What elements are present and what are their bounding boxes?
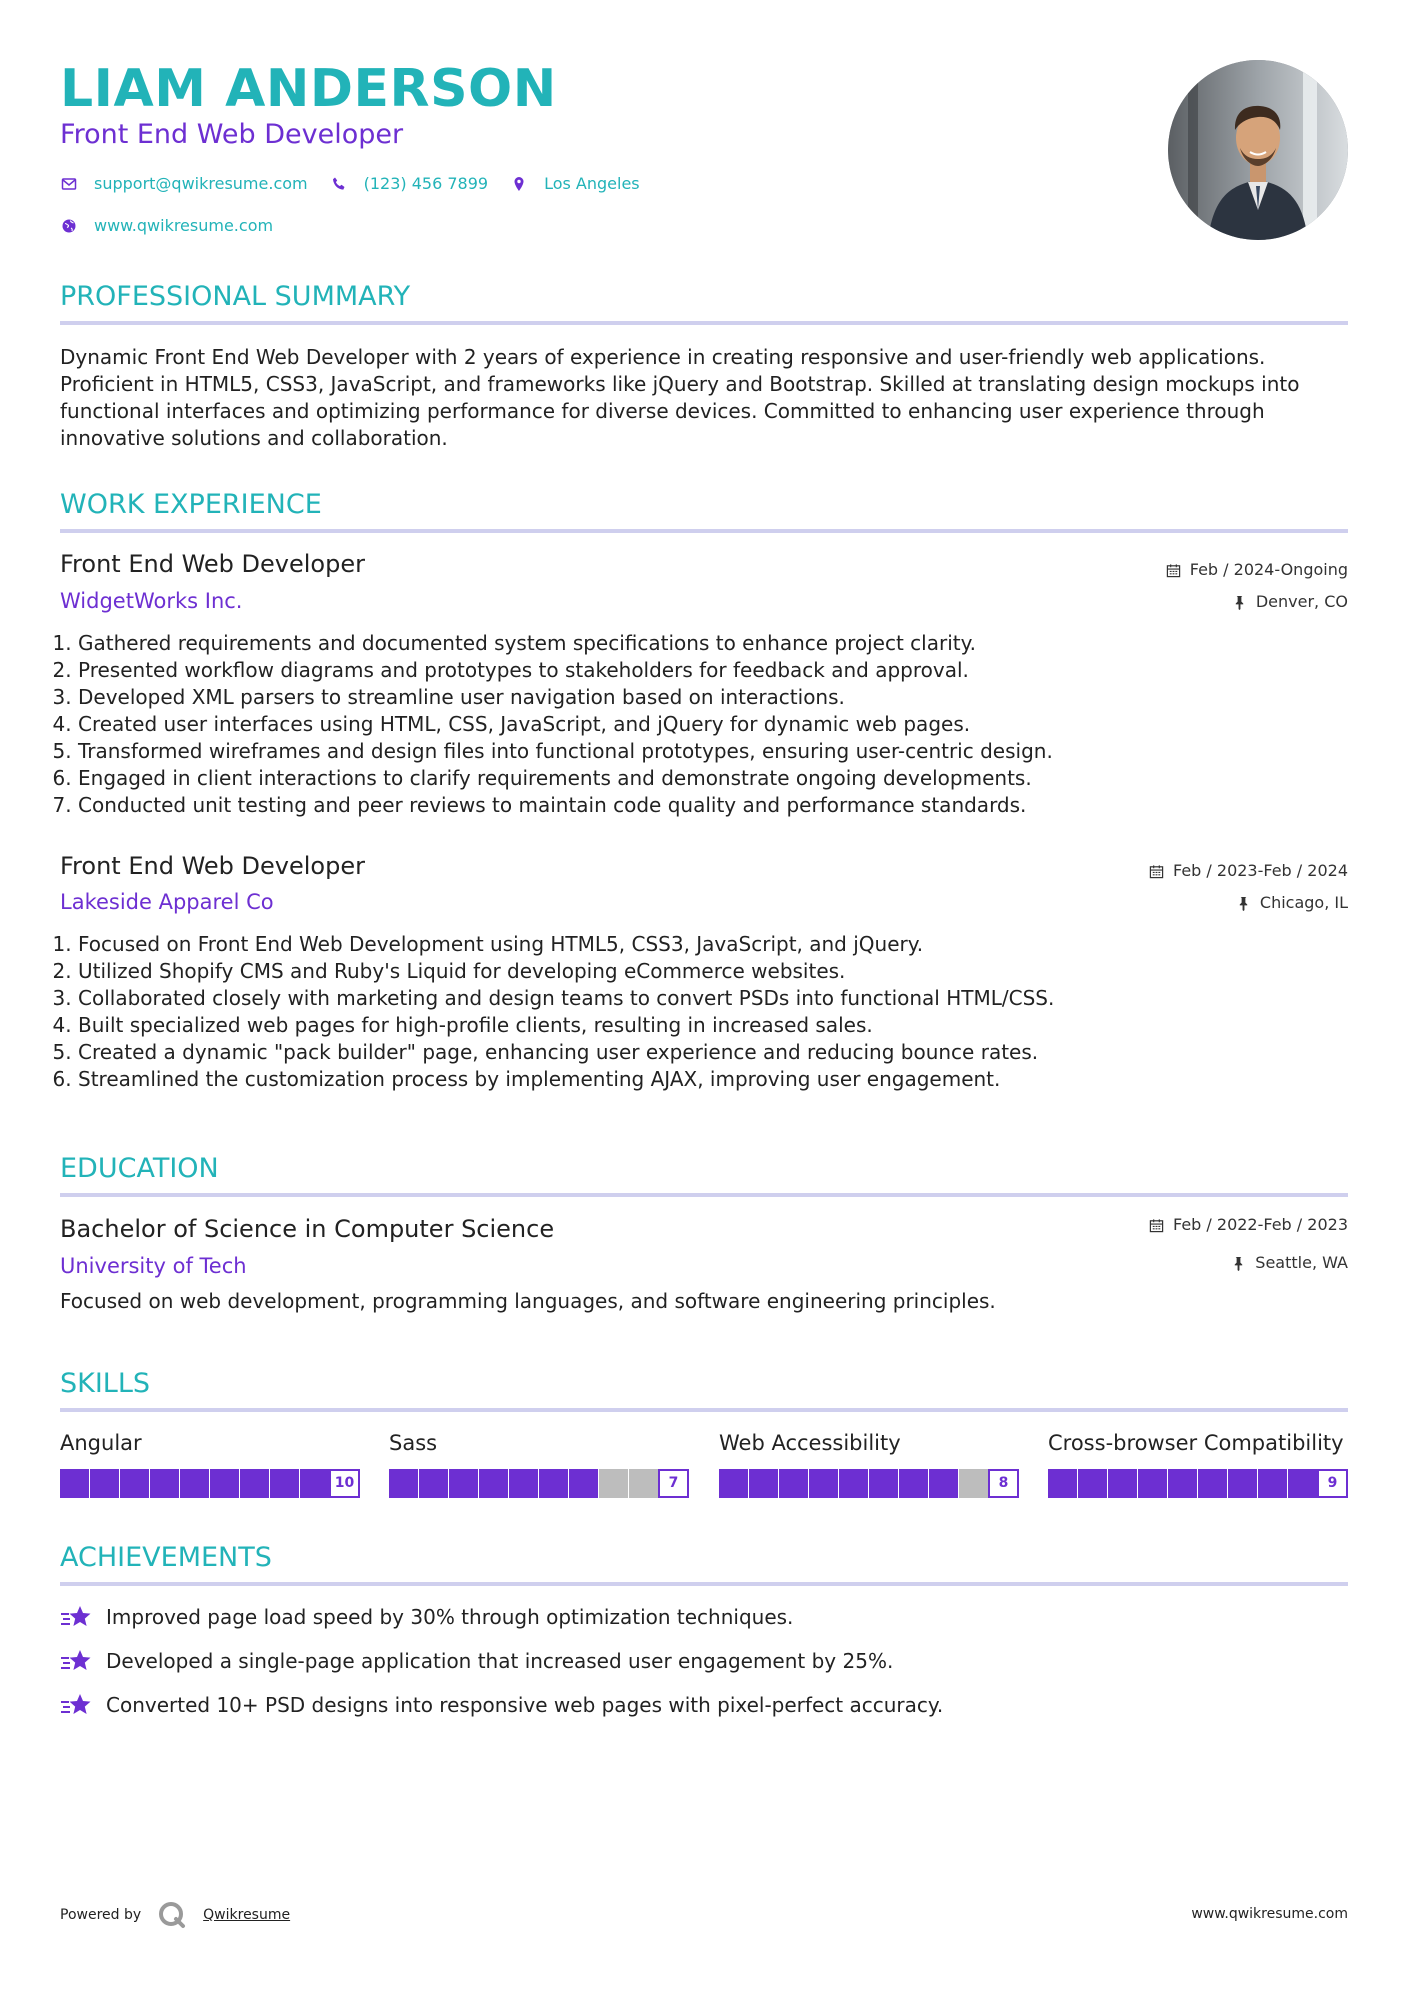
skill-bar-segment <box>1198 1469 1227 1498</box>
summary-text: Dynamic Front End Web Developer with 2 years of experience in creating responsive and user-friendly web applications. Proficient in HTML5, CSS3, JavaScript, and frameworks like jQuery and Bootstrap. Skilled at translating design mockups into functional interfaces and optimizing performance for diverse devices. Committed to enhancing user experience through innovative solutions and collaboration. <box>60 345 1300 450</box>
skill-angular <box>60 1429 360 1498</box>
achievement-text: Developed a single-page application that increased user engagement by 25%. <box>106 1649 894 1673</box>
powered-by-text: Powered by <box>60 1907 142 1923</box>
job-2-bullets <box>60 931 1348 1093</box>
skill-bar-segment <box>929 1469 958 1498</box>
job-1-company: WidgetWorks Inc. <box>60 589 243 613</box>
list-item: 3. Collaborated closely with marketing and design teams to convert PSDs into functional HTML/CSS. <box>78 985 1348 1012</box>
education-description: Focused on web development, programming languages, and software engineering principles. <box>60 1289 996 1313</box>
list-item: 7. Conducted unit testing and peer reviews to maintain code quality and performance standards. <box>78 792 1348 819</box>
achievements-divider <box>60 1582 1348 1586</box>
list-item: 6. Streamlined the customization process by implementing AJAX, improving user engagement. <box>78 1066 1348 1093</box>
achievement-text: Improved page load speed by 30% through optimization techniques. <box>106 1605 794 1629</box>
skill-sass <box>389 1429 689 1498</box>
shooting-star-icon <box>60 1649 94 1675</box>
skill-bar-segment <box>150 1469 179 1498</box>
skill-bar-segment <box>389 1469 418 1498</box>
list-item: 6. Engaged in client interactions to clarify requirements and demonstrate ongoing developments. <box>78 765 1348 792</box>
skill-level-badge: 9 <box>1317 1469 1348 1498</box>
skill-bar-segment <box>1078 1469 1107 1498</box>
skill-bar-segment <box>719 1469 748 1498</box>
footer-powered-by <box>60 1900 290 1930</box>
contact-info <box>60 172 662 256</box>
phone-item[interactable] <box>330 172 488 196</box>
summary-heading: PROFESSIONAL SUMMARY <box>60 281 411 312</box>
phone-icon <box>330 175 348 193</box>
experience-divider <box>60 529 1348 533</box>
job-1-location <box>1232 591 1348 613</box>
skill-bar <box>719 1469 1019 1498</box>
job-2-date-text: Feb / 2023-Feb / 2024 <box>1173 861 1348 880</box>
skill-bar-segment <box>449 1469 478 1498</box>
list-item: 1. Gathered requirements and documented system specifications to enhance project clarity. <box>78 630 1348 657</box>
skill-bar-segment <box>180 1469 209 1498</box>
shooting-star-icon <box>60 1693 94 1719</box>
achievement-item <box>60 1604 793 1631</box>
skill-bar-segment <box>1168 1469 1197 1498</box>
calendar-icon <box>1149 864 1164 879</box>
pushpin-icon <box>1231 1256 1246 1271</box>
skill-name: Web Accessibility <box>719 1431 901 1455</box>
globe-icon <box>60 217 78 235</box>
location-text: Los Angeles <box>544 174 640 193</box>
skill-web-accessibility <box>719 1429 1019 1498</box>
skill-bar-segment <box>1108 1469 1137 1498</box>
achievement-item <box>60 1692 943 1719</box>
qwikresume-link[interactable]: Qwikresume <box>203 1907 291 1923</box>
education-school: University of Tech <box>60 1254 247 1278</box>
education-location-text: Seattle, WA <box>1255 1253 1348 1272</box>
skill-bar-segment <box>779 1469 808 1498</box>
skill-bar-segment <box>1228 1469 1257 1498</box>
job-1-date <box>1166 559 1348 581</box>
skill-bar-segment <box>210 1469 239 1498</box>
skill-bar-segment <box>419 1469 448 1498</box>
candidate-name: LIAM ANDERSON <box>60 59 557 119</box>
list-item: 5. Transformed wireframes and design files into functional prototypes, ensuring user-centric design. <box>78 738 1348 765</box>
location-item <box>510 172 640 196</box>
candidate-role: Front End Web Developer <box>60 119 404 150</box>
skill-bar-segment <box>809 1469 838 1498</box>
calendar-icon <box>1149 1218 1164 1233</box>
resume-page <box>60 0 1348 1990</box>
skill-bar-segment <box>959 1469 988 1498</box>
job-2-title: Front End Web Developer <box>60 852 365 880</box>
skill-bar-segment <box>509 1469 538 1498</box>
education-location <box>1231 1252 1348 1274</box>
job-2-company: Lakeside Apparel Co <box>60 890 274 914</box>
list-item: 3. Developed XML parsers to streamline user navigation based on interactions. <box>78 684 1348 711</box>
skill-bar-segment <box>749 1469 778 1498</box>
job-1-bullets <box>60 630 1348 819</box>
skill-bar-segment <box>1288 1469 1317 1498</box>
skills-divider <box>60 1408 1348 1412</box>
list-item: 5. Created a dynamic "pack builder" page, enhancing user experience and reducing bounce rates. <box>78 1039 1348 1066</box>
summary-divider <box>60 321 1348 325</box>
calendar-icon <box>1166 563 1181 578</box>
skill-bar-segment <box>1048 1469 1077 1498</box>
skill-bar <box>389 1469 689 1498</box>
achievement-text: Converted 10+ PSD designs into responsive web pages with pixel-perfect accuracy. <box>106 1693 944 1717</box>
skill-bar-segment <box>869 1469 898 1498</box>
skill-name: Sass <box>389 1431 438 1455</box>
footer-website[interactable]: www.qwikresume.com <box>1191 1906 1348 1922</box>
list-item: 2. Presented workflow diagrams and prototypes to stakeholders for feedback and approval. <box>78 657 1348 684</box>
skill-name: Cross-browser Compatibility <box>1048 1431 1344 1455</box>
education-date <box>1149 1214 1348 1236</box>
website-text: www.qwikresume.com <box>94 216 274 235</box>
list-item: 4. Built specialized web pages for high-profile clients, resulting in increased sales. <box>78 1012 1348 1039</box>
skill-bar-segment <box>899 1469 928 1498</box>
job-1-date-text: Feb / 2024-Ongoing <box>1189 560 1348 579</box>
envelope-icon <box>60 175 78 193</box>
skill-bar <box>60 1469 360 1498</box>
skill-bar-segment <box>270 1469 299 1498</box>
skill-bar-segment <box>569 1469 598 1498</box>
phone-text: (123) 456 7899 <box>363 174 489 193</box>
email-item[interactable] <box>60 172 308 196</box>
education-degree: Bachelor of Science in Computer Science <box>60 1215 555 1243</box>
skill-name: Angular <box>60 1431 142 1455</box>
skill-bar-segment <box>1138 1469 1167 1498</box>
education-heading: EDUCATION <box>60 1153 219 1184</box>
achievements-heading: ACHIEVEMENTS <box>60 1542 272 1573</box>
skill-bar-segment <box>240 1469 269 1498</box>
skill-bar-segment <box>539 1469 568 1498</box>
shooting-star-icon <box>60 1605 94 1631</box>
skill-bar-segment <box>599 1469 628 1498</box>
skill-level-badge: 8 <box>988 1469 1019 1498</box>
qwikresume-logo-icon <box>157 1900 187 1930</box>
skill-cross-browser <box>1048 1429 1348 1498</box>
education-date-text: Feb / 2022-Feb / 2023 <box>1173 1215 1348 1234</box>
email-text: support@qwikresume.com <box>94 174 308 193</box>
list-item: 4. Created user interfaces using HTML, CSS, JavaScript, and jQuery for dynamic web pages. <box>78 711 1348 738</box>
skill-level-badge: 10 <box>329 1469 360 1498</box>
skill-level-badge: 7 <box>658 1469 689 1498</box>
profile-photo <box>1168 60 1348 240</box>
skill-bar-segment <box>60 1469 89 1498</box>
skill-bar-segment <box>839 1469 868 1498</box>
contact-row-2 <box>60 214 662 238</box>
job-1-location-text: Denver, CO <box>1255 592 1348 611</box>
skill-bar-segment <box>300 1469 329 1498</box>
skill-bar-segment <box>1258 1469 1287 1498</box>
skill-bar-segment <box>629 1469 658 1498</box>
list-item: 1. Focused on Front End Web Development using HTML5, CSS3, JavaScript, and jQuery. <box>78 931 1348 958</box>
map-pin-icon <box>510 175 528 193</box>
list-item: 2. Utilized Shopify CMS and Ruby's Liquid for developing eCommerce websites. <box>78 958 1348 985</box>
skill-bar-segment <box>90 1469 119 1498</box>
job-1-title: Front End Web Developer <box>60 550 365 578</box>
job-2-date <box>1149 860 1348 882</box>
education-divider <box>60 1193 1348 1197</box>
skill-bar-segment <box>120 1469 149 1498</box>
contact-row-1 <box>60 172 662 196</box>
website-item[interactable] <box>60 214 273 238</box>
skill-bar-segment <box>479 1469 508 1498</box>
pushpin-icon <box>1236 896 1251 911</box>
experience-heading: WORK EXPERIENCE <box>60 489 322 520</box>
job-2-location-text: Chicago, IL <box>1259 893 1348 912</box>
pushpin-icon <box>1232 595 1247 610</box>
skill-bar <box>1048 1469 1348 1498</box>
job-2-location <box>1236 892 1348 914</box>
skills-heading: SKILLS <box>60 1368 151 1399</box>
achievement-item <box>60 1648 893 1675</box>
